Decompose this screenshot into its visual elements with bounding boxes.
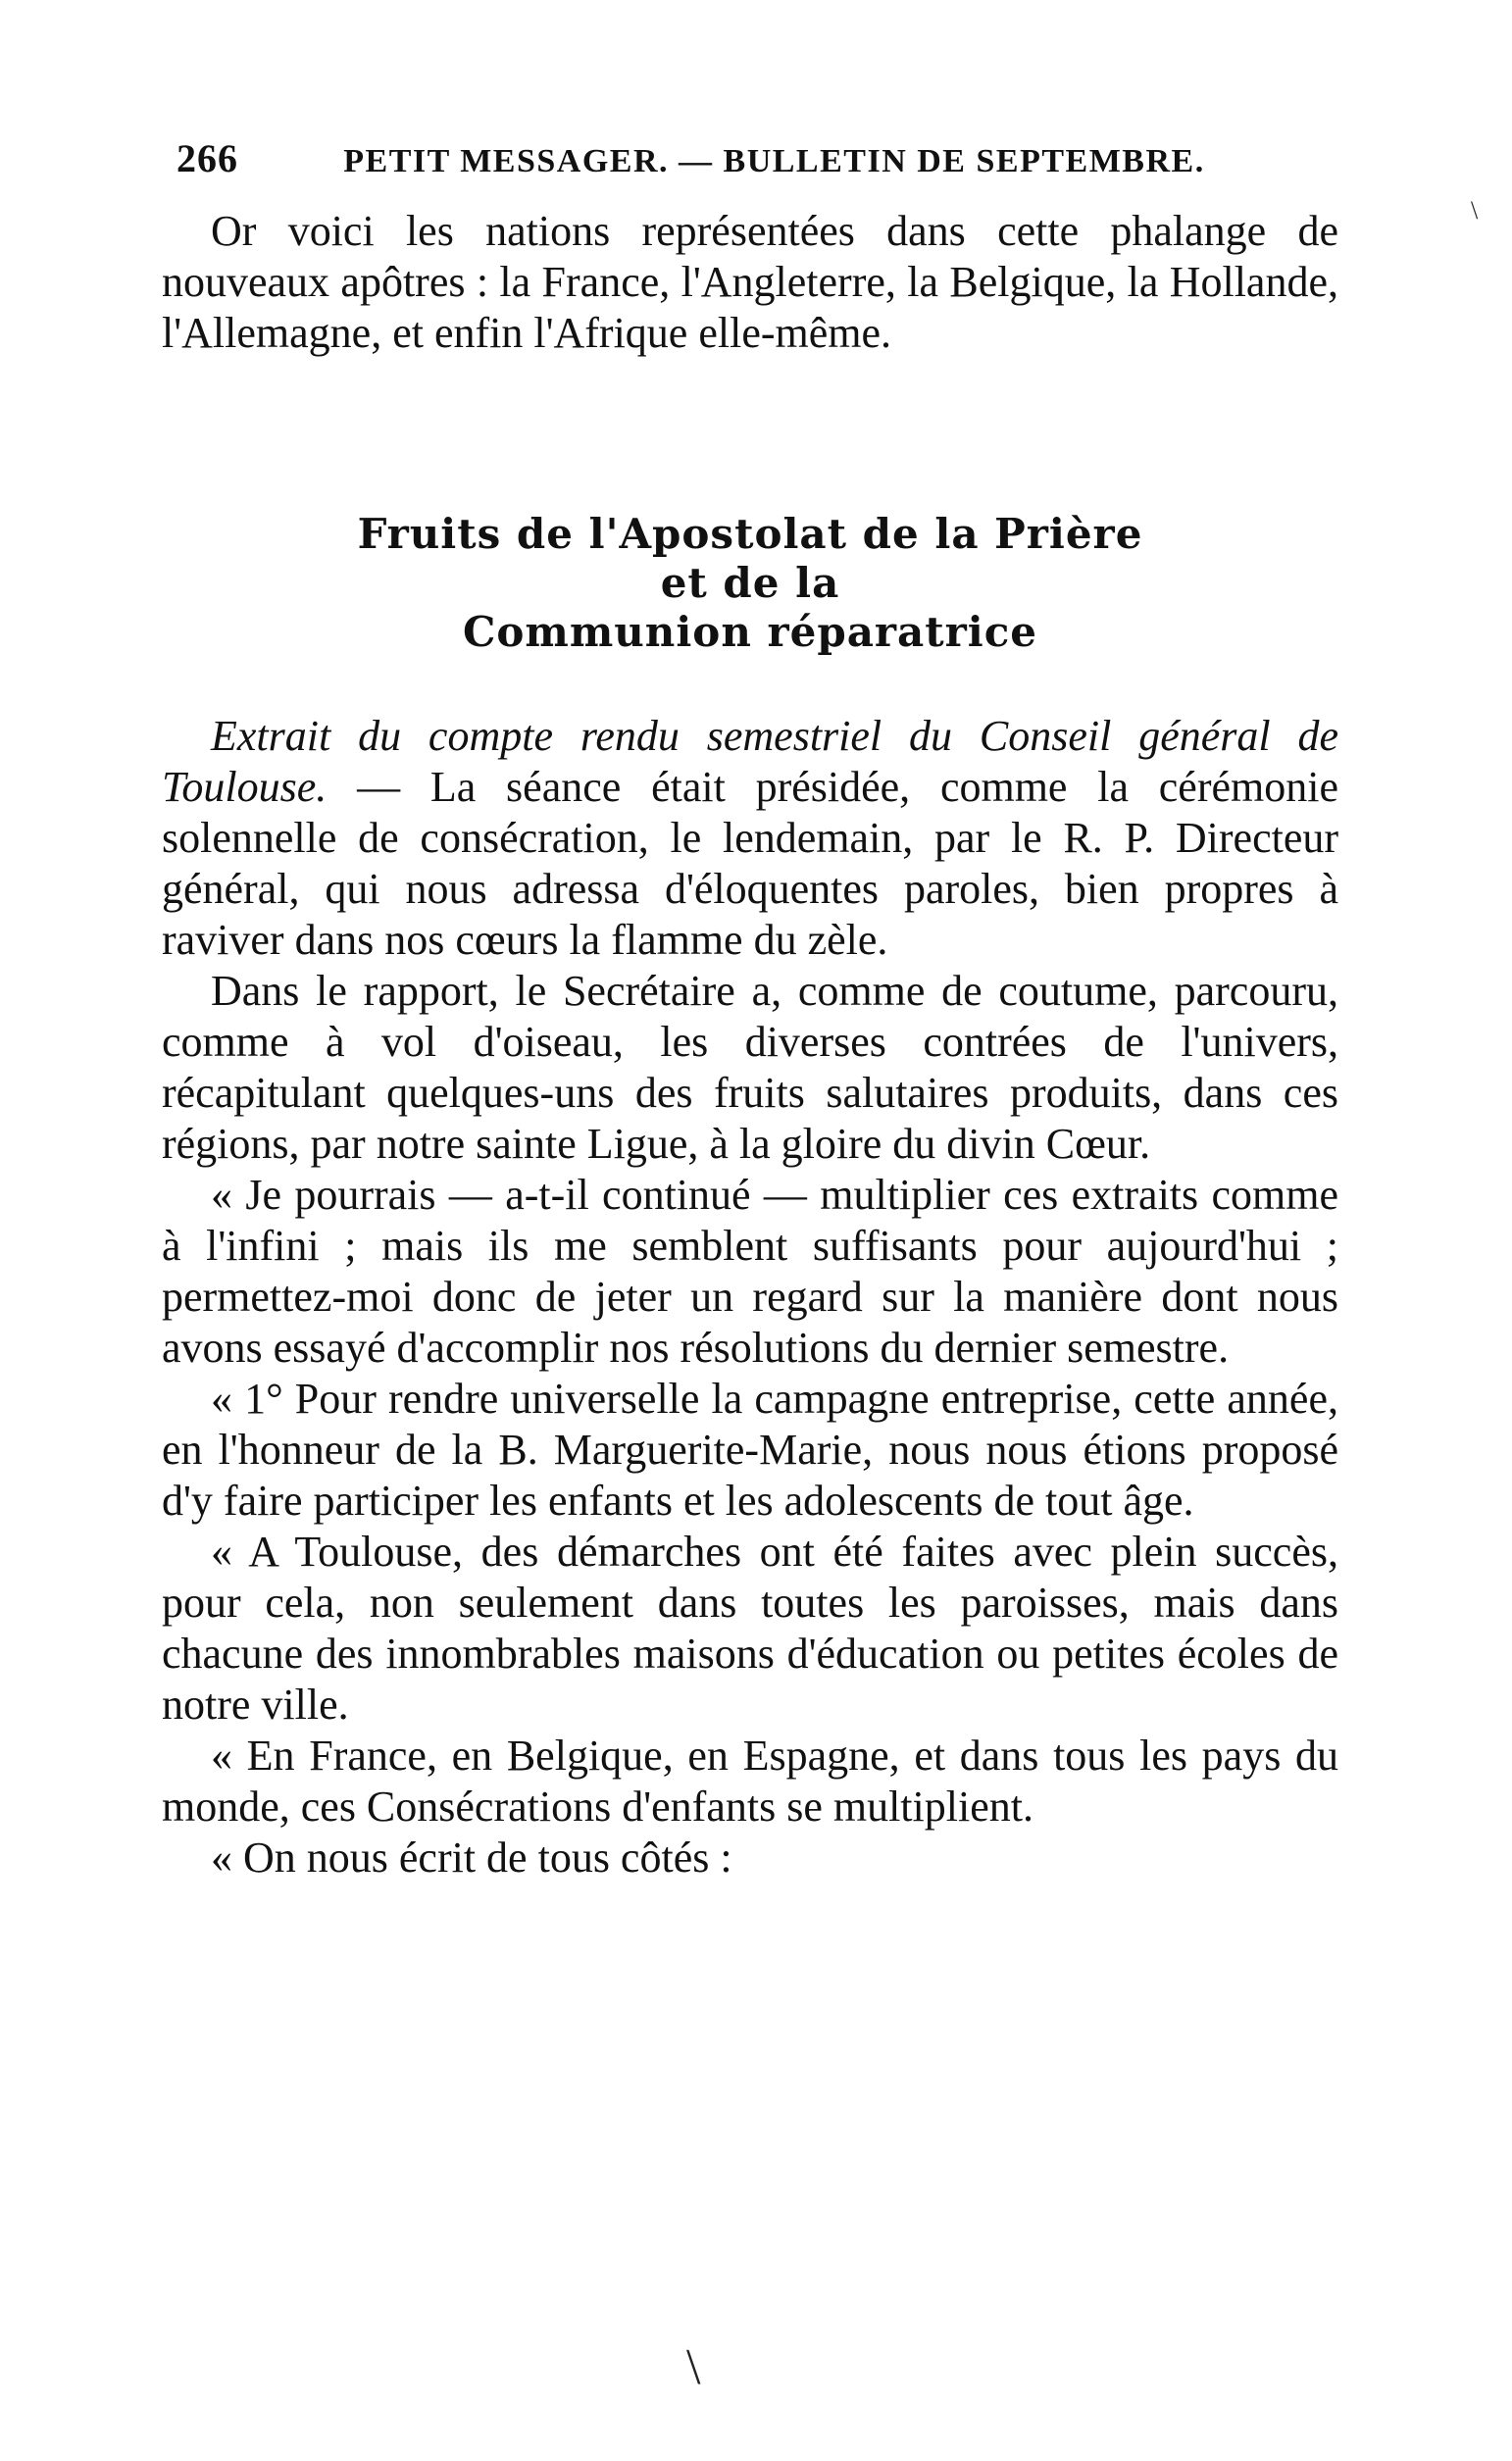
- section-title-line-2: et de la: [660, 559, 840, 607]
- paragraph-on-nous-ecrit: « On nous écrit de tous côtés :: [211, 1833, 732, 1882]
- extrait-heading: Extrait du compte rendu semestriel du Conseil général de Toulouse.: [162, 712, 1338, 811]
- page-number: 266: [176, 136, 238, 180]
- running-header: [176, 135, 1275, 184]
- section-title-line-1: Fruits de l'Apostolat de la Prière: [357, 510, 1143, 558]
- intro-paragraph-block: [162, 206, 1338, 359]
- intro-paragraph: Or voici les nations représentées dans cette phalange de nouveaux apôtres : la France, l'Angleterre, la Belgique, la Hollande, l'Allemagne, et enfin l'Afrique elle-même.: [162, 207, 1338, 357]
- extrait-text: — La séance était présidée, comme la cérémonie solennelle de consécration, le lendemain, par le R. P. Directeur général, qui nous adressa d'éloquentes paroles, bien propres à raviver dans nos cœurs la flamme du zèle.: [162, 763, 1338, 964]
- section-title: [162, 510, 1338, 657]
- stray-mark: \: [1471, 196, 1479, 225]
- paragraph-extraits: « Je pourrais — a-t-il continué — multiplier ces extraits comme à l'infini ; mais ils me semblent suffisants pour aujourd'hui ; permettez-moi donc de jeter un regard sur la manière dont nous avons essayé d'accomplir nos résolutions du dernier semestre.: [162, 1171, 1338, 1372]
- paragraph-campagne: « 1° Pour rendre universelle la campagne entreprise, cette année, en l'honneur de la B. Marguerite-Marie, nous nous étions proposé d'y faire participer les enfants et les adolescents de tout âge.: [162, 1375, 1338, 1525]
- section-title-line-3: Communion réparatrice: [462, 608, 1038, 656]
- running-title: PETIT MESSAGER. — BULLETIN DE SEPTEMBRE.: [343, 143, 1205, 179]
- paragraph-france: « En France, en Belgique, en Espagne, et dans tous les pays du monde, ces Consécrations d'enfants se multiplient.: [162, 1732, 1338, 1831]
- paragraph-toulouse: « A Toulouse, des démarches ont été faites avec plein succès, pour cela, non seulement dans toutes les paroisses, mais dans chacune des innombrables maisons d'éducation ou petites écoles de notre ville.: [162, 1528, 1338, 1729]
- extrait-paragraph: [162, 711, 1338, 966]
- paragraph-rapport: Dans le rapport, le Secrétaire a, comme de coutume, parcouru, comme à vol d'oiseau, les diverses contrées de l'univers, récapitulant quelques-uns des fruits salutaires produits, dans ces régions, par notre sainte Ligue, à la gloire du divin Cœur.: [162, 967, 1338, 1168]
- body-text: [162, 711, 1338, 1883]
- stray-mark: \: [686, 2339, 701, 2395]
